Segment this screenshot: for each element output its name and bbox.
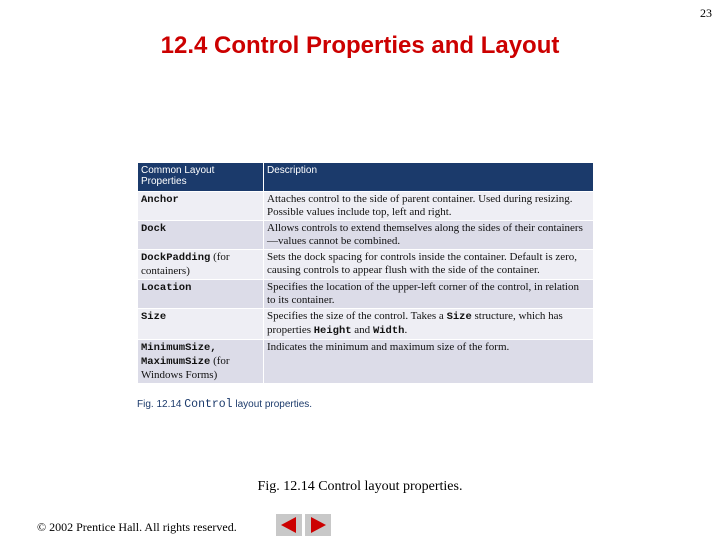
property-cell bbox=[138, 340, 264, 384]
property-cell bbox=[138, 309, 264, 340]
description-text: Indicates the minimum and maximum size of the form. bbox=[267, 341, 510, 353]
table-row bbox=[138, 309, 594, 340]
page-number: 23 bbox=[700, 6, 712, 20]
description-cell bbox=[264, 309, 594, 340]
description-text: and bbox=[351, 324, 373, 336]
description-code: Size bbox=[446, 311, 472, 323]
property-name: Location bbox=[141, 282, 192, 294]
description-text: Allows controls to extend themselves along the sides of their containers—values cannot be combined. bbox=[267, 222, 583, 247]
property-cell bbox=[138, 280, 264, 309]
inner-caption-code: Control bbox=[184, 398, 233, 411]
figure-caption: Fig. 12.14 Control layout properties. bbox=[257, 479, 463, 494]
figure-image bbox=[135, 160, 595, 415]
layout-properties-table bbox=[137, 162, 594, 384]
figure-inner-caption bbox=[137, 398, 312, 411]
table-row bbox=[138, 192, 594, 221]
description-text: structure, which has properties bbox=[267, 310, 563, 336]
description-cell bbox=[264, 221, 594, 250]
description-code: Height bbox=[313, 325, 352, 337]
property-name: Anchor bbox=[141, 194, 179, 206]
table-header-row bbox=[138, 163, 594, 192]
property-name: Dock bbox=[141, 223, 167, 235]
inner-caption-prefix: Fig. 12.14 bbox=[137, 399, 185, 410]
description-text: Sets the dock spacing for controls inside the container. Default is zero, causing controls to appear flush with the side of the container. bbox=[267, 251, 578, 276]
next-slide-button[interactable] bbox=[305, 514, 331, 536]
description-cell bbox=[264, 340, 594, 384]
description-cell bbox=[264, 250, 594, 280]
description-cell bbox=[264, 280, 594, 309]
header-description: Description bbox=[264, 163, 594, 192]
description-text: Specifies the location of the upper-left corner of the control, in relation to its container. bbox=[267, 281, 579, 306]
description-cell bbox=[264, 192, 594, 221]
header-property: Common Layout Properties bbox=[138, 163, 264, 192]
property-note: (for Windows Forms) bbox=[141, 355, 230, 381]
table-row bbox=[138, 221, 594, 250]
description-text: Attaches control to the side of parent container. Used during resizing. Possible values include top, left and right. bbox=[267, 193, 573, 218]
description-text: . bbox=[404, 324, 408, 336]
table-row bbox=[138, 340, 594, 384]
description-code: Width bbox=[372, 325, 405, 337]
description-text: Specifies the size of the control. Takes a bbox=[267, 310, 447, 322]
property-name: Size bbox=[141, 311, 167, 323]
table-row bbox=[138, 250, 594, 280]
property-name: MinimumSize, MaximumSize bbox=[141, 342, 217, 368]
copyright-text: © 2002 Prentice Hall. All rights reserved. bbox=[37, 520, 237, 534]
slide-title: 12.4 Control Properties and Layout bbox=[160, 32, 560, 59]
property-note: (for containers) bbox=[141, 251, 230, 277]
inner-caption-suffix: layout properties. bbox=[232, 399, 313, 410]
property-cell bbox=[138, 250, 264, 280]
table-row bbox=[138, 280, 594, 309]
previous-slide-button[interactable] bbox=[276, 514, 302, 536]
property-cell bbox=[138, 192, 264, 221]
property-name: DockPadding bbox=[141, 252, 211, 264]
property-cell bbox=[138, 221, 264, 250]
